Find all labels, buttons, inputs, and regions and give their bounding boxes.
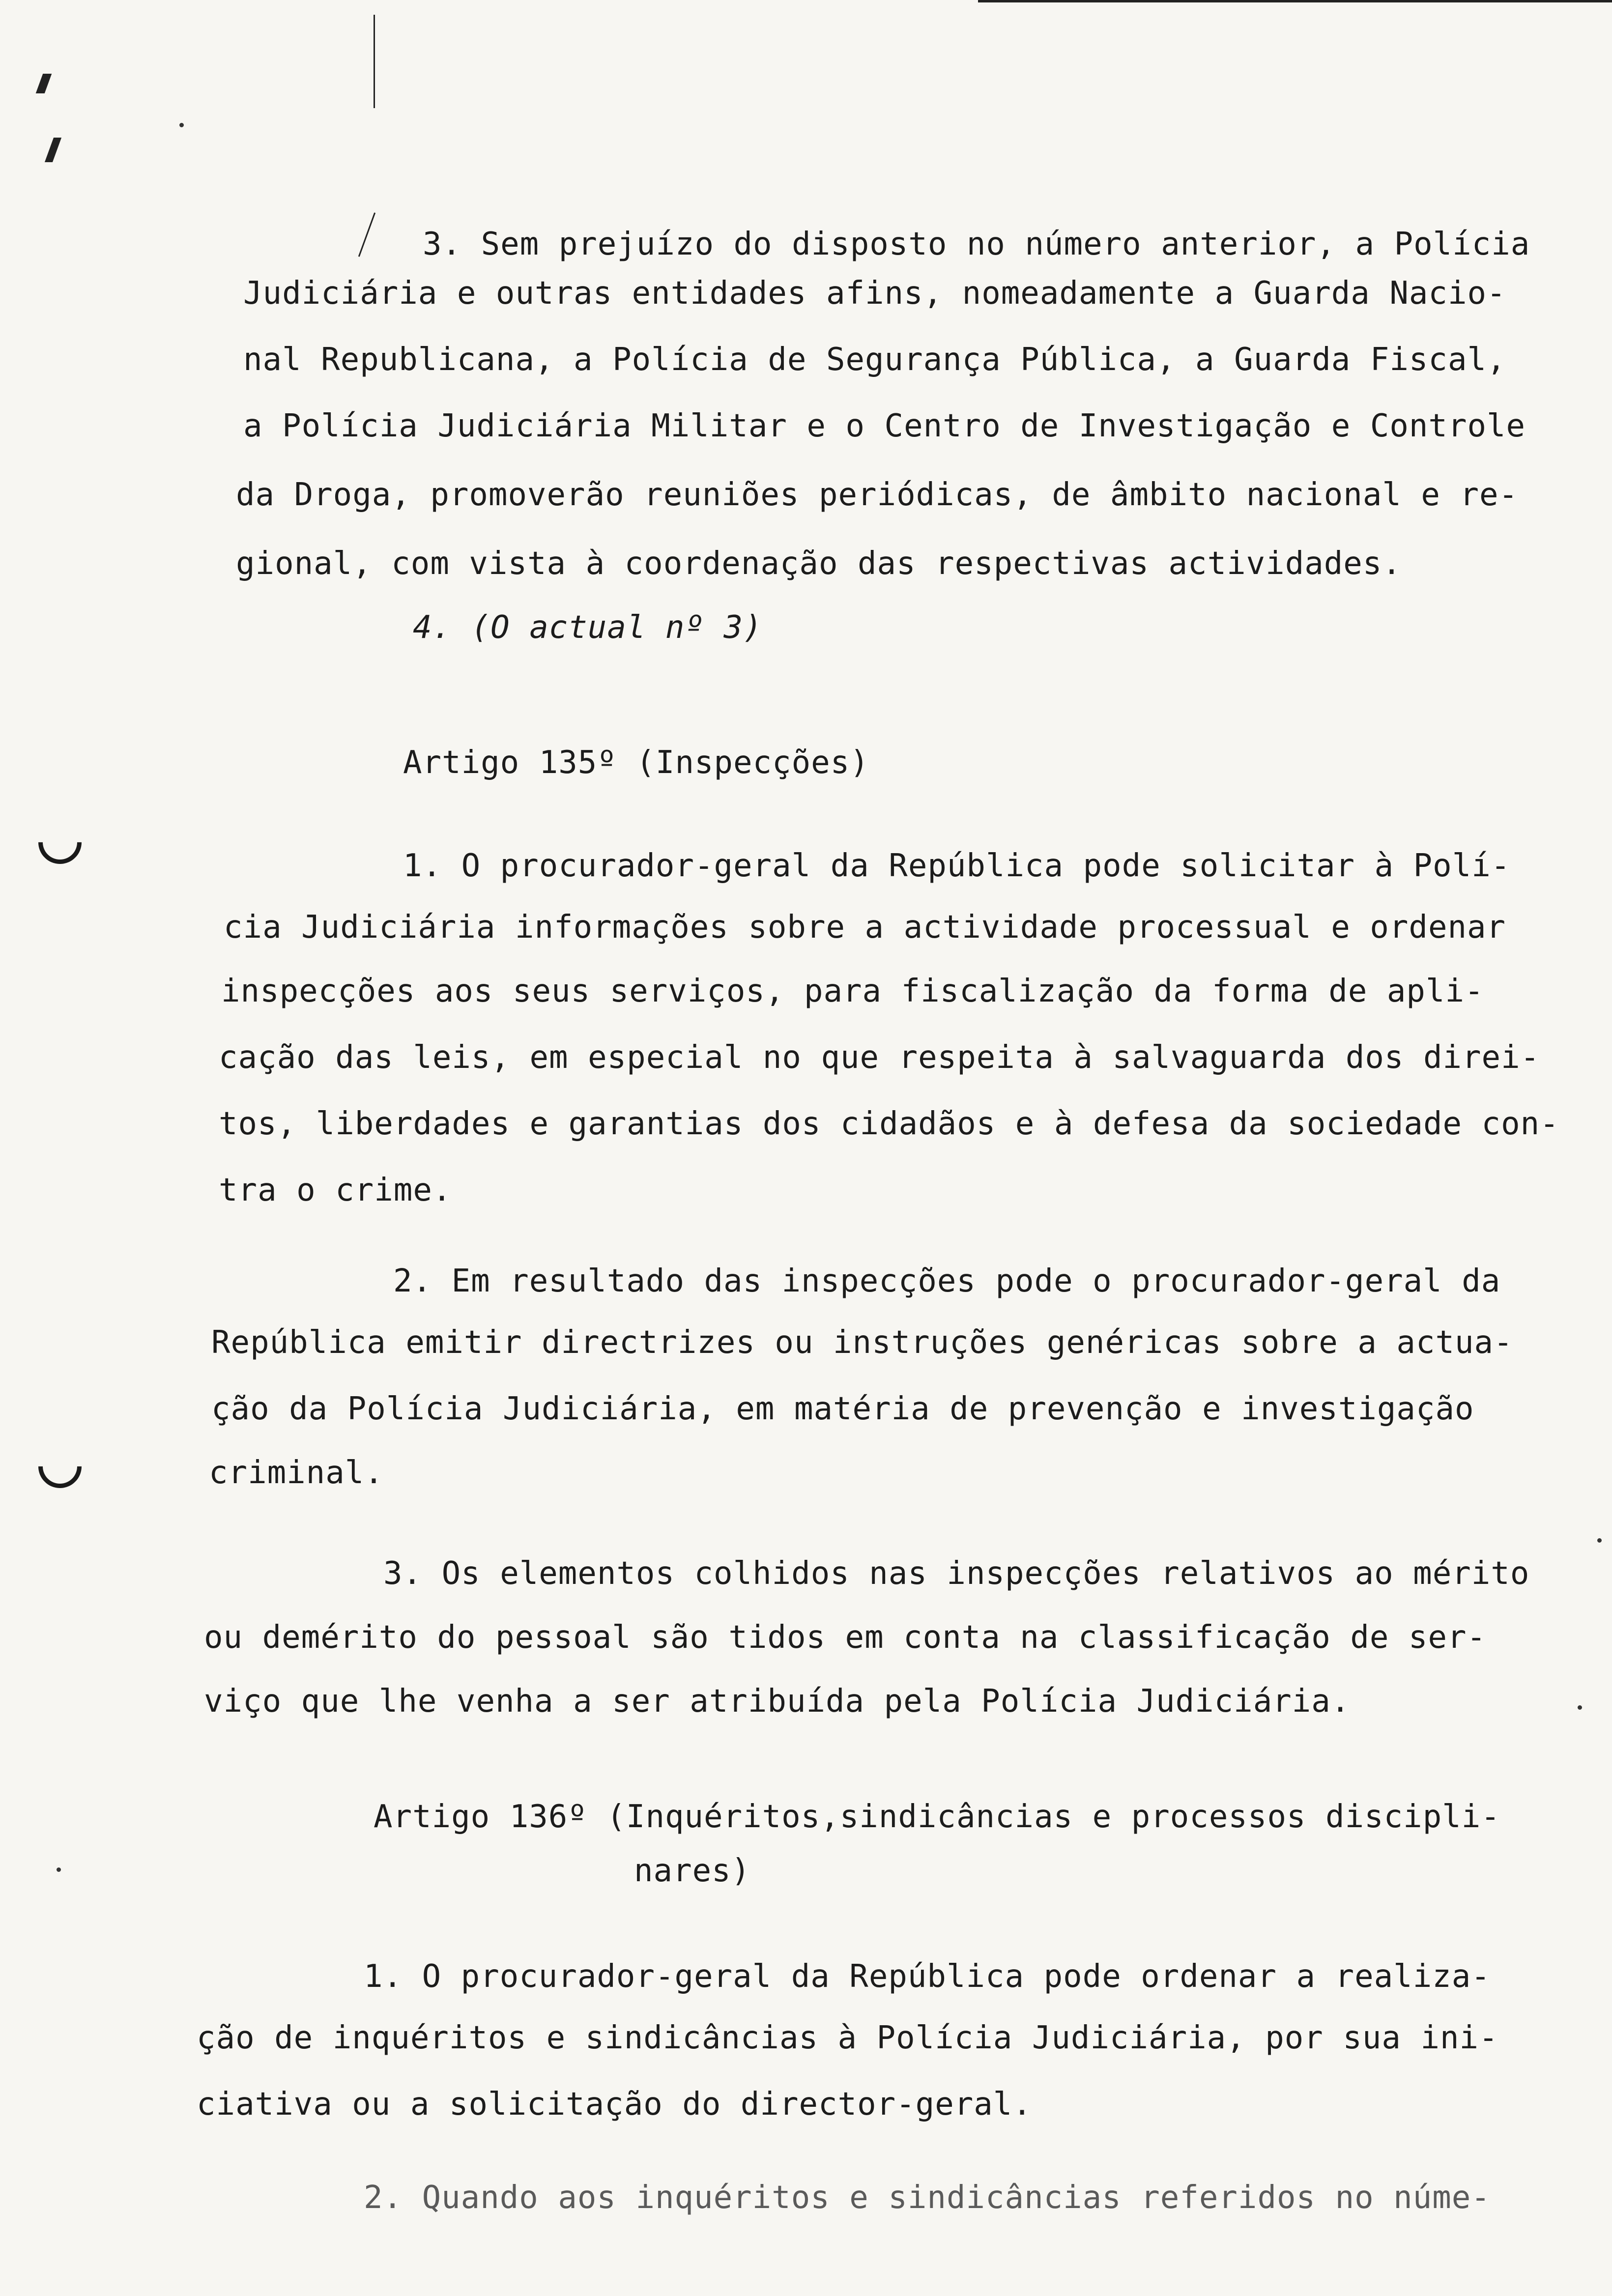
art135-p1-line-2: cia Judiciária informações sobre a actividade processual e ordenar xyxy=(224,909,1506,946)
art135-heading: Artigo 135º (Inspecções) xyxy=(403,745,869,781)
art136-p2-line-1: 2. Quando aos inquéritos e sindicâncias referidos no núme- xyxy=(364,2180,1491,2216)
art135-p1-line-4: cação das leis, em especial no que respeita à salvaguarda dos direi- xyxy=(219,1039,1540,1076)
p3-line-3: nal Republicana, a Polícia de Segurança Pública, a Guarda Fiscal, xyxy=(243,342,1506,378)
corner-scribble-2 xyxy=(45,138,61,162)
art135-p3-line-3: viço que lhe venha a ser atribuída pela Polícia Judiciária. xyxy=(204,1683,1351,1720)
art135-p3-line-1: 3. Os elementos colhidos nas inspecções relativos ao mérito xyxy=(383,1555,1530,1592)
p3-line-5: da Droga, promoverão reuniões periódicas, de âmbito nacional e re- xyxy=(236,477,1519,513)
speck xyxy=(1597,1538,1602,1543)
art135-p2-line-3: ção da Polícia Judiciária, em matéria de prevenção e investigação xyxy=(211,1391,1474,1427)
art136-heading-line-1: Artigo 136º (Inquéritos,sindicâncias e processos discipli- xyxy=(374,1799,1500,1835)
p3-line-2: Judiciária e outras entidades afins, nomeadamente a Guarda Nacio- xyxy=(243,275,1506,312)
p3-line-4: a Polícia Judiciária Militar e o Centro de Investigação e Controle xyxy=(243,408,1526,444)
margin-stroke xyxy=(358,212,375,257)
speck xyxy=(1578,1705,1582,1710)
art136-p1-line-3: ciativa ou a solicitação do director-geral. xyxy=(197,2086,1032,2123)
top-edge-line xyxy=(978,0,1612,2)
p3-line-6: gional, com vista à coordenação das respectivas actividades. xyxy=(236,545,1402,582)
art136-p1-line-2: ção de inquéritos e sindicâncias à Polícia Judiciária, por sua ini- xyxy=(197,2020,1498,2056)
speck xyxy=(179,123,184,127)
art135-p2-line-4: criminal. xyxy=(209,1455,384,1491)
art135-p1-line-1: 1. O procurador-geral da República pode solicitar à Polí- xyxy=(403,848,1511,884)
corner-scribble xyxy=(36,74,52,93)
art135-p2-line-2: República emitir directrizes ou instruções genéricas sobre a actua- xyxy=(211,1324,1513,1361)
art135-p1-line-5: tos, liberdades e garantias dos cidadãos e à defesa da sociedade con- xyxy=(219,1106,1559,1142)
speck xyxy=(57,1867,61,1872)
art135-p1-line-3: inspecções aos seus serviços, para fiscalização da forma de apli- xyxy=(221,973,1484,1009)
punch-hole-bottom xyxy=(29,1436,90,1497)
art136-p1-line-1: 1. O procurador-geral da República pode ordenar a realiza- xyxy=(364,1958,1491,1995)
p4-line: 4. (O actual nº 3) xyxy=(413,609,763,646)
art135-p1-line-6: tra o crime. xyxy=(219,1172,452,1208)
p3-line-1: 3. Sem prejuízo do disposto no número anterior, a Polícia xyxy=(423,226,1530,262)
punch-hole-top xyxy=(29,812,90,873)
art136-heading-line-2: nares) xyxy=(634,1853,751,1889)
art135-p3-line-2: ou demérito do pessoal são tidos em conta na classificação de ser- xyxy=(204,1619,1487,1656)
art135-p2-line-1: 2. Em resultado das inspecções pode o procurador-geral da xyxy=(393,1263,1501,1299)
margin-tick xyxy=(374,15,375,108)
